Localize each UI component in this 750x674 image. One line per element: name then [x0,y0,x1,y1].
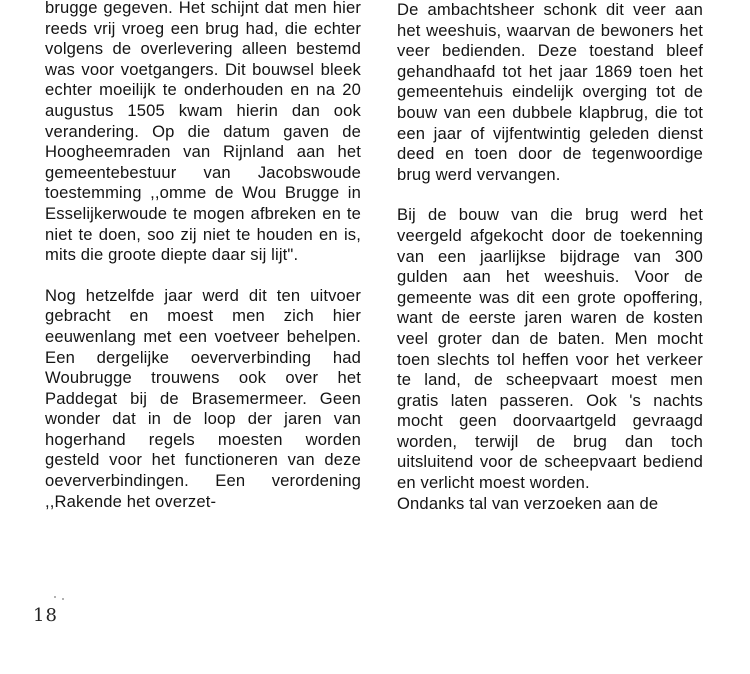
right-column [397,0,703,514]
paragraph: brugge gegeven. Het schijnt dat men hier reeds vrij vroeg een brug had, die echter volgens de overlevering alleen bestemd was voor voetgangers. Dit bouwsel bleek echter moeilijk te onderhouden en na 20 augustus 1505 kwam hierin dan ook verandering. Op die datum gaven de Hoogheemraden van Rijnland aan het gemeentebestuur van Jacobswoude toestemming ,,omme de Wou Brugge in Esselijkerwoude te mogen afbreken en te niet te doen, soo zij niet te houden en is, mits die groote diepte daar sij lijt". [45,0,361,265]
print-speck [54,596,56,598]
page-number: 18 [33,605,58,626]
paragraph: Bij de bouw van die brug werd het veergeld afgekocht door de toekenning van een jaarlijkse bijdrage van 300 gulden aan het weeshuis. Voor de gemeente was dit een grote opoffering, want de eerste jaren waren de kosten veel groter dan de baten. Men mocht toen slechts tol heffen voor het verkeer te land, de scheepvaart moest men gratis laten passeren. Ook 's nachts mocht geen doorvaartgeld gevraagd worden, terwijl de brug dan toch uitsluitend voor de scheepvaart bediend en verlicht moest worden. [397,205,703,493]
paragraph: De ambachtsheer schonk dit veer aan het weeshuis, waarvan de bewoners het veer bedienden. Deze toestand bleef gehandhaafd tot het jaar 1869 toen het gemeentehuis eindelijk overging tot de bouw van een dubbele klapbrug, die tot een jaar of vijfentwintig geleden dienst deed en toen door de tegenwoordige brug werd vervangen. [397,0,703,184]
print-speck [62,598,64,600]
left-column [45,0,361,512]
paragraph: Nog hetzelfde jaar werd dit ten uitvoer gebracht en moest men zich hier eeuwenlang met een voetveer behelpen. Een dergelijke oeververbinding had Woubrugge trouwens ook over het Paddegat bij de Brasemermeer. Geen wonder dat in de loop der jaren van hogerhand regels moesten worden gesteld voor het functioneren van deze oeververbindingen. Een verordening ,,Rakende het overzet- [45,285,361,511]
paragraph: Ondanks tal van verzoeken aan de [397,493,659,513]
